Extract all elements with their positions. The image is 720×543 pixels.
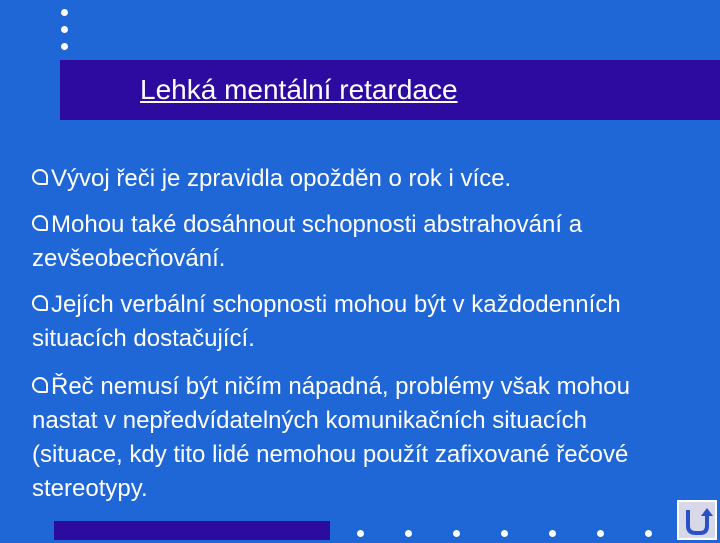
decor-dot [357,530,364,537]
decor-dot [645,530,652,537]
decor-dot [597,530,604,537]
q-bullet-icon [32,377,48,393]
bullet-text: Řeč nemusí být ničím nápadná, problémy však mohou nastat v nepředvídatelných komunikačních situacích (situace, kdy tito lidé nemohou použít zafixované řečové stereotypy. [32,373,630,502]
return-button[interactable] [677,500,717,540]
bullet-text: Jejích verbální schopnosti mohou být v každodenních situacích dostačující. [32,291,621,352]
decor-dot [453,530,460,537]
bullet-text: Mohou také dosáhnout schopnosti abstrahování a zevšeobecňování. [32,211,583,272]
q-bullet-icon [32,295,48,311]
decor-dot [61,9,68,16]
decor-dot [501,530,508,537]
q-bullet-icon [32,215,48,231]
decor-dot [61,26,68,33]
bullet-item [32,370,682,506]
q-bullet-icon [32,169,48,185]
bullet-text: Vývoj řeči je zpravidla opožděn o rok i více. [51,165,512,192]
bullet-item [32,288,672,356]
decor-dot [61,43,68,50]
return-arrow-icon [679,502,715,538]
bullet-item [32,162,672,196]
bottom-bar [54,521,330,540]
decor-dot [549,530,556,537]
decor-dot [405,530,412,537]
bullet-item [32,208,672,276]
slide-title: Lehká mentální retardace [140,74,458,105]
